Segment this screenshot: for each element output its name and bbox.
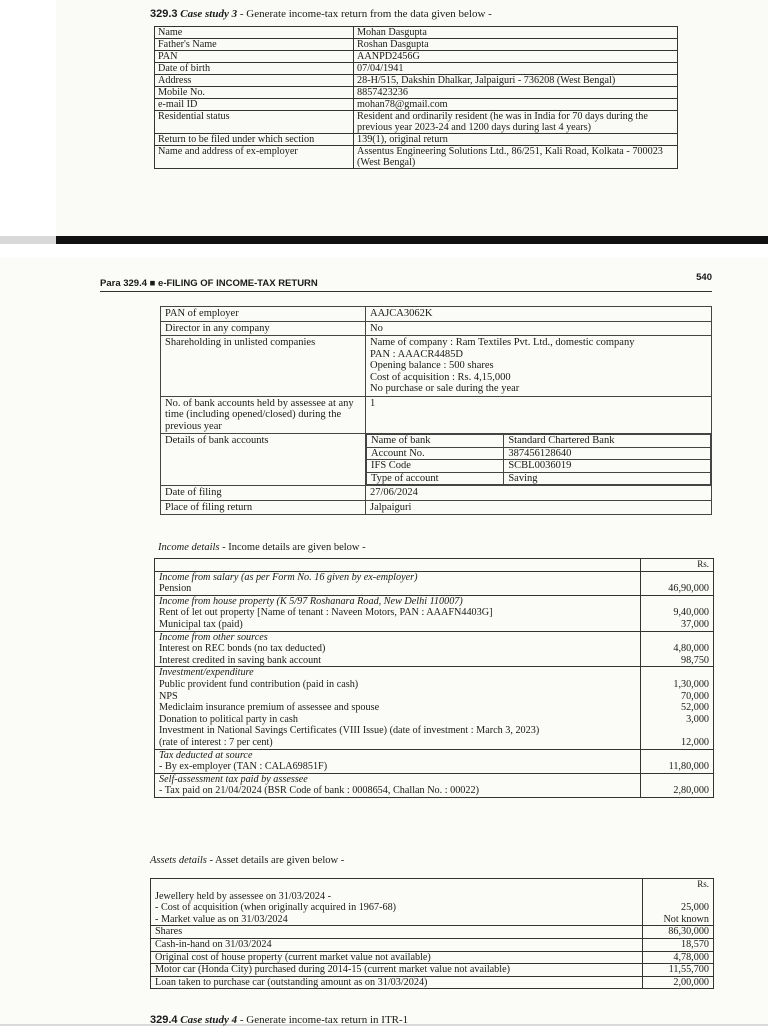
field-value: AANPD2456G <box>354 51 678 63</box>
table-row <box>155 643 714 655</box>
table-header-row <box>151 879 714 891</box>
table-row <box>151 938 714 951</box>
pan-employer-value: AAJCA3062K <box>366 307 712 322</box>
income-label: Income from house property (K 5/97 Roshanara Road, New Delhi 110007) <box>155 595 641 607</box>
table-row <box>155 27 678 39</box>
asset-amount: 25,000 <box>643 902 714 914</box>
shareholding-label: Shareholding in unlisted companies <box>161 336 366 397</box>
income-label: Investment/expenditure <box>155 667 641 679</box>
income-amount: 70,000 <box>641 691 714 703</box>
field-label: Mobile No. <box>155 87 354 99</box>
income-amount: 37,000 <box>641 619 714 631</box>
bank-key: IFS Code <box>367 460 504 473</box>
field-value: Mohan Dasgupta <box>354 27 678 39</box>
bank-key: Type of account <box>367 472 504 485</box>
asset-label: - Cost of acquisition (when originally acquired in 1967-68) <box>155 902 397 914</box>
shareholding-line: No purchase or sale during the year <box>370 383 520 394</box>
table-row <box>155 619 714 631</box>
income-label: Income from salary (as per Form No. 16 given by ex-employer) <box>155 571 641 583</box>
income-amount: 3,000 <box>641 714 714 726</box>
date-filing-label: Date of filing <box>161 486 366 501</box>
income-label: Tax deducted at source <box>155 749 641 761</box>
field-label: Father's Name <box>155 39 354 51</box>
income-amount <box>641 631 714 643</box>
header-rule <box>100 291 712 292</box>
currency-header: Rs. <box>641 559 714 572</box>
table-row <box>155 146 678 169</box>
income-amount: 52,000 <box>641 702 714 714</box>
income-label: Interest credited in saving bank account <box>159 654 322 666</box>
table-row <box>155 725 714 737</box>
table-row <box>155 583 714 595</box>
field-value: 8857423236 <box>354 87 678 99</box>
table-row <box>155 99 678 111</box>
asset-amount: 4,78,000 <box>643 951 714 964</box>
income-label: (rate of interest : 7 per cent) <box>159 736 273 748</box>
field-value: mohan78@gmail.com <box>354 99 678 111</box>
spacer-cell <box>151 879 643 891</box>
income-heading: Income details - Income details are given below - <box>158 542 366 553</box>
asset-amount: 18,570 <box>643 938 714 951</box>
bank-details-cell <box>366 434 712 486</box>
income-details-table <box>154 558 714 798</box>
field-value: Resident and ordinarily resident (he was in India for 70 days during the previous year 2023-24 and 1200 days during last 4 years) <box>354 111 678 134</box>
bank-key: Name of bank <box>367 435 504 448</box>
bank-details-subtable <box>366 434 711 485</box>
scan-margin <box>0 0 56 236</box>
income-amount: 12,000 <box>641 737 714 749</box>
bank-value: SCBL0036019 <box>504 460 711 473</box>
table-row <box>155 111 678 134</box>
bank-value: Saving <box>504 472 711 485</box>
table-row <box>151 951 714 964</box>
shareholding-line: Opening balance : 500 shares <box>370 360 494 371</box>
bank-accounts-count-label: No. of bank accounts held by assessee at any time (including opened/closed) during the previous year <box>161 396 366 434</box>
field-label: Date of birth <box>155 63 354 75</box>
bank-accounts-count-value: 1 <box>366 396 712 434</box>
asset-label: Cash-in-hand on 31/03/2024 <box>151 938 643 951</box>
director-value: No <box>366 321 712 336</box>
personal-details-table <box>154 26 678 169</box>
field-value: Roshan Dasgupta <box>354 39 678 51</box>
income-label: Income from other sources <box>155 631 641 643</box>
field-label: Address <box>155 75 354 87</box>
income-amount: 4,80,000 <box>641 643 714 655</box>
table-row <box>155 702 714 714</box>
table-header-row <box>155 559 714 572</box>
income-amount <box>641 749 714 761</box>
field-label: Name and address of ex-employer <box>155 146 354 169</box>
table-row <box>155 134 678 146</box>
income-label: Municipal tax (paid) <box>159 618 243 630</box>
asset-amount: Not known <box>643 914 714 926</box>
asset-label: - Market value as on 31/03/2024 <box>155 913 288 925</box>
field-label: Name <box>155 27 354 39</box>
table-row <box>151 964 714 977</box>
table-row <box>155 737 714 749</box>
table-row <box>155 51 678 63</box>
asset-amount: 2,00,000 <box>643 976 714 989</box>
income-label: Mediclaim insurance premium of assessee and spouse <box>159 702 380 714</box>
category-row <box>155 749 714 761</box>
page-gap <box>0 244 768 258</box>
table-row <box>155 691 714 703</box>
field-label: PAN <box>155 51 354 63</box>
field-label: Residential status <box>155 111 354 134</box>
asset-amount: 86,30,000 <box>643 926 714 939</box>
place-filing-value: Jalpaiguri <box>366 500 712 515</box>
asset-label: Shares <box>151 926 643 939</box>
table-row <box>155 785 714 797</box>
page-number: 540 <box>696 272 712 283</box>
income-label: Investment in National Savings Certificates (VIII Issue) (date of investment : March 3, 2023) <box>159 725 540 737</box>
asset-amount: 11,55,700 <box>643 964 714 977</box>
case-study-4-title: 329.4 Case study 4 - Generate income-tax return in ITR-1 <box>150 1014 409 1026</box>
income-amount: 1,30,000 <box>641 679 714 691</box>
shareholding-line: PAN : AAACR4485D <box>370 348 463 360</box>
category-row <box>155 667 714 679</box>
income-amount: 11,80,000 <box>641 761 714 773</box>
running-header: Para 329.4 ■ e-FILING OF INCOME-TAX RETURN <box>100 278 318 289</box>
table-row <box>155 655 714 667</box>
category-row <box>155 631 714 643</box>
field-value: 28-H/515, Dakshin Dhalkar, Jalpaiguri - 736208 (West Bengal) <box>354 75 678 87</box>
income-amount: 98,750 <box>641 655 714 667</box>
income-label: Self-assessment tax paid by assessee <box>155 773 641 785</box>
date-filing-value: 27/06/2024 <box>366 486 712 501</box>
table-row <box>155 87 678 99</box>
table-row <box>151 976 714 989</box>
place-filing-label: Place of filing return <box>161 500 366 515</box>
income-amount: 9,40,000 <box>641 607 714 619</box>
income-label: - Tax paid on 21/04/2024 (BSR Code of bank : 0008654, Challan No. : 00022) <box>159 785 479 797</box>
assets-details-table <box>150 878 714 989</box>
page-edge <box>56 236 768 244</box>
income-amount <box>641 773 714 785</box>
income-label: NPS <box>159 690 178 702</box>
income-amount <box>641 725 714 737</box>
shareholding-line: Cost of acquisition : Rs. 4,15,000 <box>370 371 511 383</box>
income-label: Rent of let out property [Name of tenant : Naveen Motors, PAN : AAAFN4403G] <box>159 607 493 619</box>
bank-details-label: Details of bank accounts <box>161 434 366 486</box>
field-label: Return to be filed under which section <box>155 134 354 146</box>
table-row <box>155 761 714 773</box>
income-label: Donation to political party in cash <box>159 713 298 725</box>
table-row <box>151 902 714 914</box>
field-value: 139(1), original return <box>354 134 678 146</box>
bank-value: Standard Chartered Bank <box>504 435 711 448</box>
bank-value: 387456128640 <box>504 447 711 460</box>
income-amount <box>641 571 714 583</box>
asset-label: Motor car (Honda City) purchased during 2014-15 (current market value not available) <box>151 964 643 977</box>
pan-employer-label: PAN of employer <box>161 307 366 322</box>
table-row <box>155 607 714 619</box>
income-amount: 2,80,000 <box>641 785 714 797</box>
shareholding-line: Name of company : Ram Textiles Pvt. Ltd., domestic company <box>370 337 635 348</box>
assets-heading: Assets details - Asset details are given below - <box>150 855 345 866</box>
category-row <box>155 595 714 607</box>
income-amount <box>641 595 714 607</box>
asset-label: Loan taken to purchase car (outstanding amount as on 31/03/2024) <box>151 976 643 989</box>
director-label: Director in any company <box>161 321 366 336</box>
income-amount: 46,90,000 <box>641 583 714 595</box>
shareholding-value <box>366 336 712 397</box>
table-row <box>155 39 678 51</box>
category-row <box>155 571 714 583</box>
table-row <box>155 714 714 726</box>
income-amount <box>641 667 714 679</box>
table-row <box>155 679 714 691</box>
asset-label: Jewellery held by assessee on 31/03/2024 - <box>155 890 331 902</box>
field-value: 07/04/1941 <box>354 63 678 75</box>
currency-header: Rs. <box>643 879 714 891</box>
income-label: Pension <box>159 583 192 595</box>
field-value: Assentus Engineering Solutions Ltd., 86/251, Kali Road, Kolkata - 700023 (West Bengal) <box>354 146 678 169</box>
income-label: Interest on REC bonds (no tax deducted) <box>159 643 326 655</box>
asset-amount <box>643 891 714 903</box>
case-study-3-title: 329.3 Case study 3 - Generate income-tax return from the data given below - <box>150 8 492 20</box>
bank-key: Account No. <box>367 447 504 460</box>
table-row <box>151 926 714 939</box>
table-row <box>151 891 714 903</box>
employer-details-table <box>160 306 712 515</box>
spacer-cell <box>155 559 641 572</box>
income-label: - By ex-employer (TAN : CALA69851F) <box>159 761 328 773</box>
table-row <box>155 63 678 75</box>
category-row <box>155 773 714 785</box>
field-label: e-mail ID <box>155 99 354 111</box>
asset-label: Original cost of house property (current market value not available) <box>151 951 643 964</box>
table-row <box>151 914 714 926</box>
income-label: Public provident fund contribution (paid in cash) <box>159 678 359 690</box>
table-row <box>155 75 678 87</box>
